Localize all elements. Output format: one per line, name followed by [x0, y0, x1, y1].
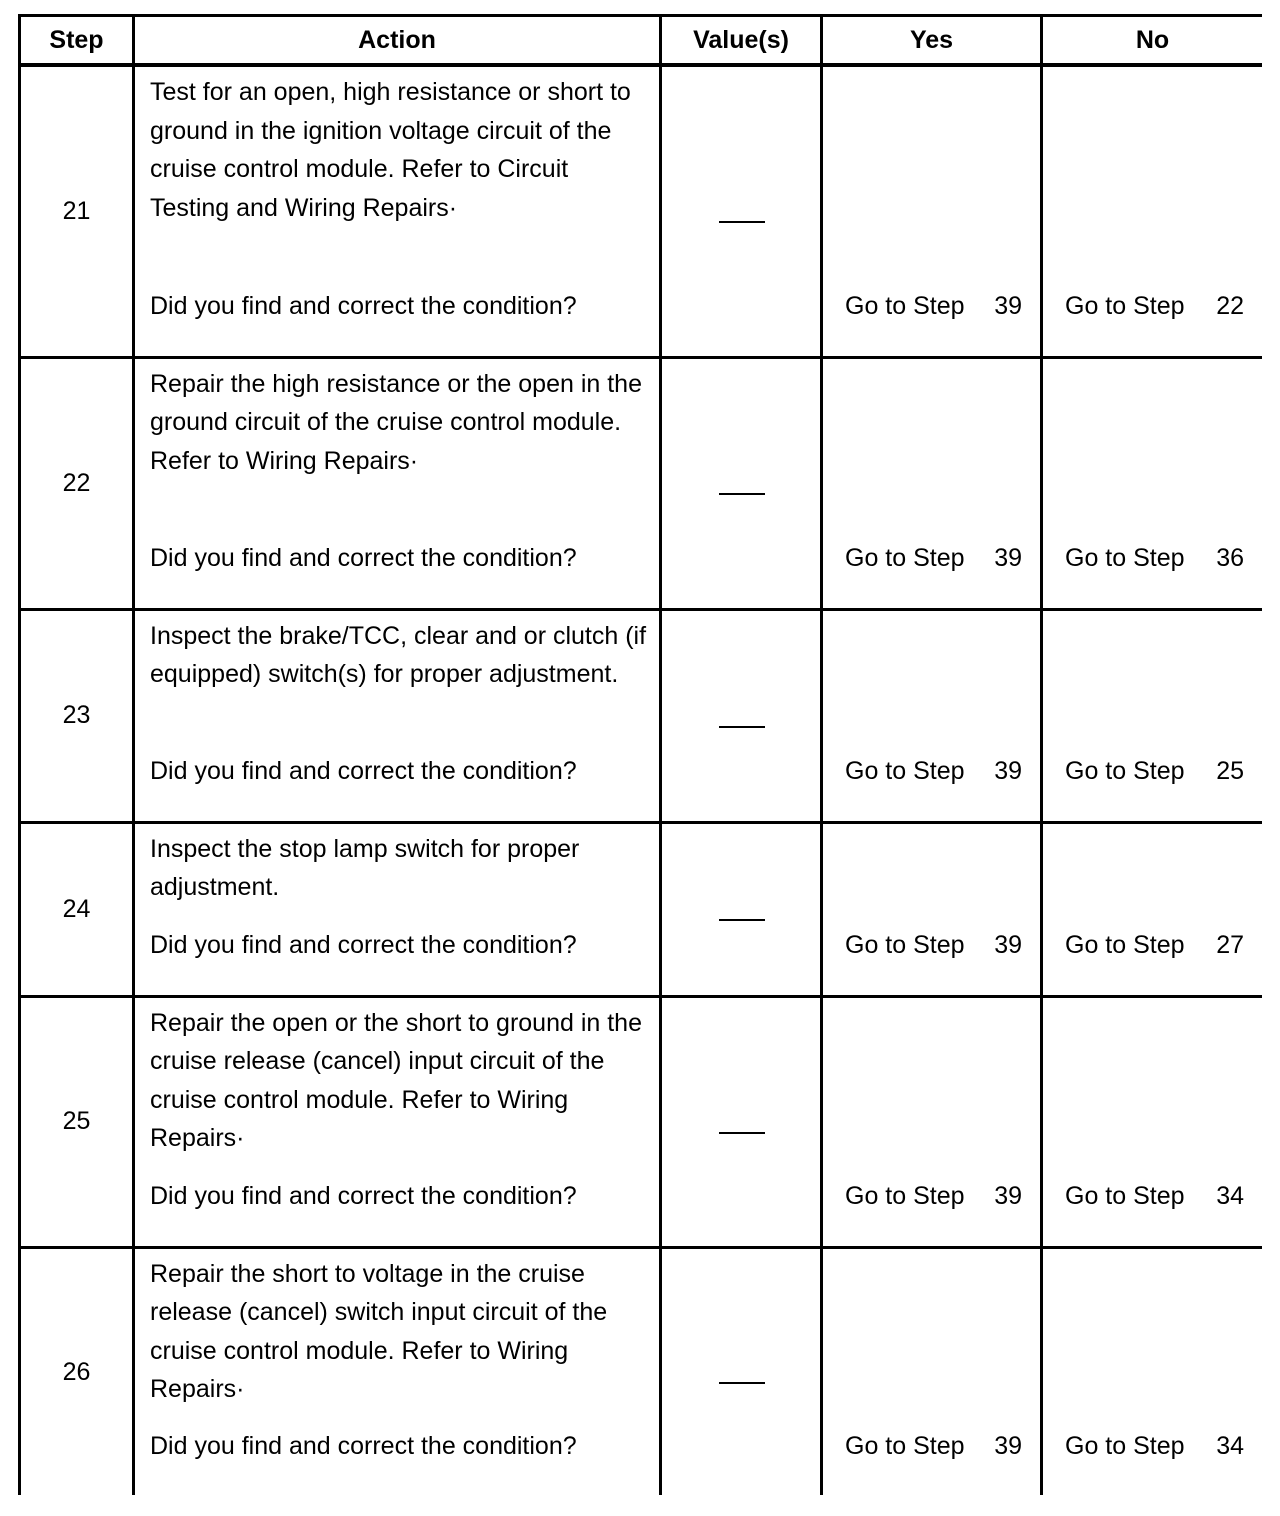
no-step-number: 34	[1216, 1182, 1244, 1210]
no-label: Go to Step	[1065, 544, 1185, 572]
yes-label: Go to Step	[845, 931, 965, 959]
yes-go-to-step	[823, 287, 1040, 326]
action-instruction: Test for an open, high resistance or short to ground in the ignition voltage circuit of the cruise control module. Refer to Circuit Testing and Wiring Repairs·	[150, 78, 631, 222]
no-label: Go to Step	[1065, 1182, 1185, 1210]
action-cell	[134, 609, 661, 822]
action-instruction: Repair the short to voltage in the cruise release (cancel) switch input circuit of the cruise control module. Refer to Wiring Repairs·	[150, 1259, 608, 1403]
action-cell	[134, 357, 661, 609]
value-dash	[719, 493, 765, 495]
no-go-to-step	[1043, 539, 1262, 578]
no-cell	[1042, 1247, 1263, 1495]
diagnostic-page	[18, 14, 1262, 1516]
value-dash	[719, 919, 765, 921]
action-question: Did you find and correct the condition?	[150, 931, 577, 959]
yes-label: Go to Step	[845, 1182, 965, 1210]
yes-go-to-step	[823, 926, 1040, 965]
yes-go-to-step	[823, 1427, 1040, 1466]
no-step-number: 36	[1216, 544, 1244, 572]
step-number: 24	[20, 822, 134, 996]
table-row	[20, 65, 1263, 357]
yes-step-number: 39	[994, 757, 1022, 785]
value-dash	[719, 1382, 765, 1384]
yes-label: Go to Step	[845, 292, 965, 320]
no-step-number: 22	[1216, 292, 1244, 320]
no-step-number: 25	[1216, 757, 1244, 785]
value-dash	[719, 1132, 765, 1134]
no-go-to-step	[1043, 1427, 1262, 1466]
yes-label: Go to Step	[845, 544, 965, 572]
value-cell	[661, 1247, 822, 1495]
no-go-to-step	[1043, 1177, 1262, 1216]
yes-cell	[822, 1247, 1042, 1495]
header-step: Step	[20, 16, 134, 66]
yes-cell	[822, 996, 1042, 1247]
yes-cell	[822, 822, 1042, 996]
value-dash	[719, 726, 765, 728]
yes-cell	[822, 65, 1042, 357]
table-row	[20, 822, 1263, 996]
action-instruction: Inspect the brake/TCC, clear and or clutch (if equipped) switch(s) for proper adjustment.	[150, 621, 647, 688]
no-go-to-step	[1043, 287, 1262, 326]
value-cell	[661, 822, 822, 996]
value-cell	[661, 65, 822, 357]
header-values: Value(s)	[661, 16, 822, 66]
step-number: 22	[20, 357, 134, 609]
action-cell	[134, 996, 661, 1247]
action-question: Did you find and correct the condition?	[150, 544, 577, 572]
action-cell	[134, 65, 661, 357]
table-row	[20, 996, 1263, 1247]
action-cell	[134, 1247, 661, 1495]
yes-cell	[822, 357, 1042, 609]
step-number: 23	[20, 609, 134, 822]
step-number: 26	[20, 1247, 134, 1495]
yes-label: Go to Step	[845, 757, 965, 785]
action-question: Did you find and correct the condition?	[150, 757, 577, 785]
action-instruction: Inspect the stop lamp switch for proper adjustment.	[150, 834, 580, 901]
table-row	[20, 1247, 1263, 1495]
value-cell	[661, 996, 822, 1247]
no-cell	[1042, 609, 1263, 822]
no-step-number: 27	[1216, 931, 1244, 959]
yes-go-to-step	[823, 752, 1040, 791]
no-step-number: 34	[1216, 1431, 1244, 1460]
yes-step-number: 39	[994, 1431, 1022, 1460]
action-question: Did you find and correct the condition?	[150, 1182, 577, 1210]
yes-go-to-step	[823, 1177, 1040, 1216]
header-no: No	[1042, 16, 1263, 66]
header-yes: Yes	[822, 16, 1042, 66]
yes-step-number: 39	[994, 1182, 1022, 1210]
header-row	[20, 16, 1263, 66]
diagnostic-table	[18, 14, 1262, 1495]
no-label: Go to Step	[1065, 292, 1185, 320]
header-action: Action	[134, 16, 661, 66]
action-question: Did you find and correct the condition?	[150, 292, 577, 320]
table-row	[20, 357, 1263, 609]
value-cell	[661, 357, 822, 609]
no-cell	[1042, 822, 1263, 996]
value-dash	[719, 221, 765, 223]
action-cell	[134, 822, 661, 996]
no-cell	[1042, 357, 1263, 609]
yes-step-number: 39	[994, 292, 1022, 320]
table-row	[20, 609, 1263, 822]
action-instruction: Repair the high resistance or the open in the ground circuit of the cruise control module. Refer to Wiring Repairs·	[150, 369, 642, 475]
value-cell	[661, 609, 822, 822]
no-go-to-step	[1043, 926, 1262, 965]
step-number: 25	[20, 996, 134, 1247]
action-instruction: Repair the open or the short to ground in the cruise release (cancel) input circuit of the cruise control module. Refer to Wiring Repairs·	[150, 1008, 642, 1152]
no-label: Go to Step	[1065, 757, 1185, 785]
no-cell	[1042, 996, 1263, 1247]
yes-cell	[822, 609, 1042, 822]
no-cell	[1042, 65, 1263, 357]
step-number: 21	[20, 65, 134, 357]
no-label: Go to Step	[1065, 931, 1185, 959]
action-question: Did you find and correct the condition?	[150, 1431, 577, 1460]
no-go-to-step	[1043, 752, 1262, 791]
yes-step-number: 39	[994, 931, 1022, 959]
yes-go-to-step	[823, 539, 1040, 578]
yes-step-number: 39	[994, 544, 1022, 572]
yes-label: Go to Step	[845, 1431, 965, 1460]
no-label: Go to Step	[1065, 1431, 1185, 1460]
